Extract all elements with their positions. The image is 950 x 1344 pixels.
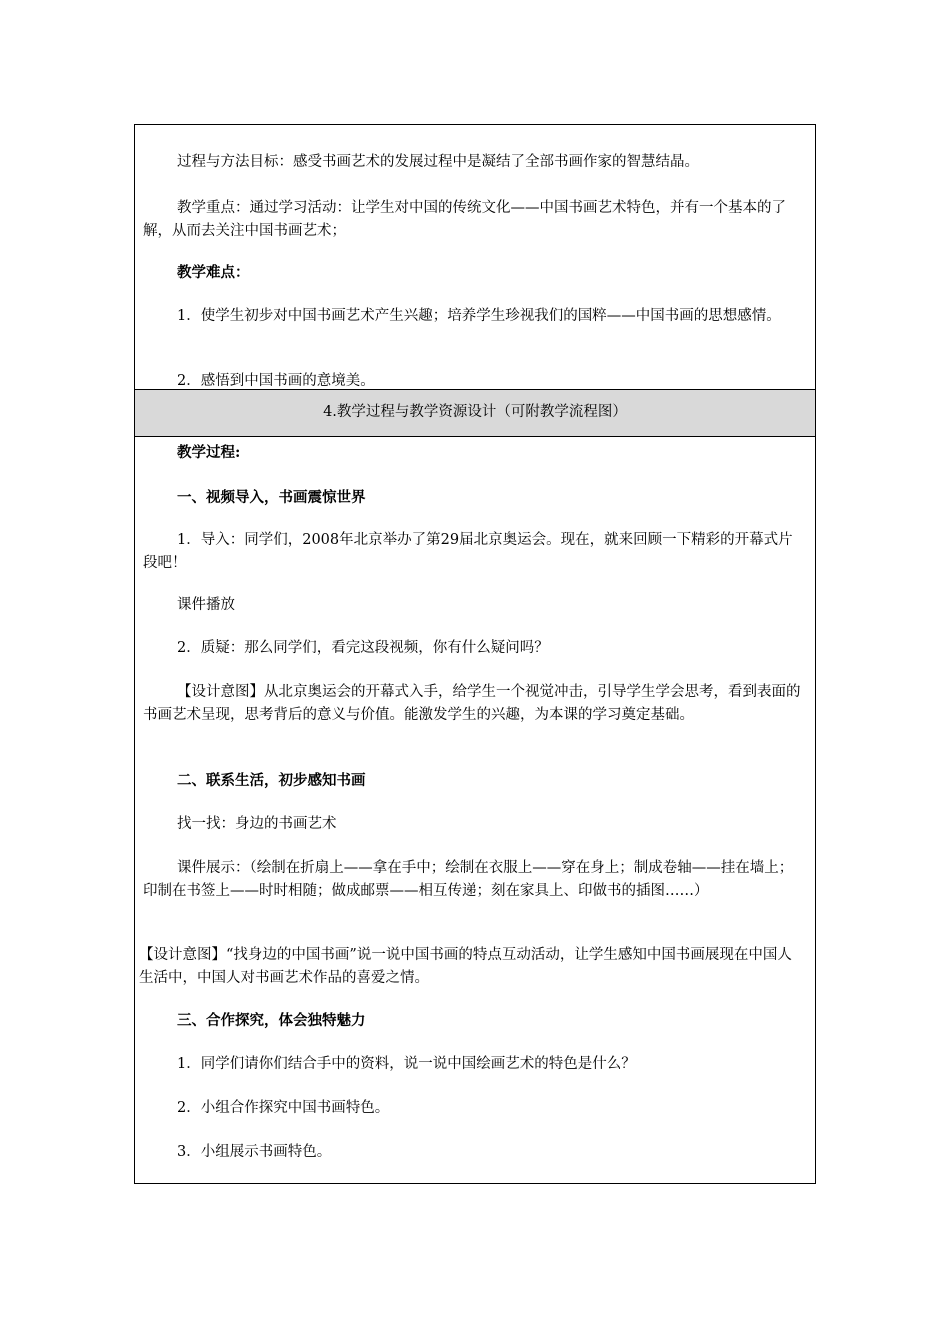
part3-item-1: 1．同学们请你们结合手中的资料，说一说中国绘画艺术的特色是什么？ <box>177 1056 636 1072</box>
part1-item-2: 2．质疑：那么同学们，看完这段视频，你有什么疑问吗？ <box>177 640 549 656</box>
lesson-plan-table <box>134 124 816 1184</box>
difficulty-item-1: 1．使学生初步对中国书画艺术产生兴趣；培养学生珍视我们的国粹——中国书画的思想感情。 <box>177 308 781 324</box>
part1-design-intent: 【设计意图】从北京奥运会的开幕式入手，给学生一个视觉冲击，引导学生学会思考，看到表面的书画艺术呈现，思考背后的意义与价值。能激发学生的兴趣，为本课的学习奠定基础。 <box>143 684 801 723</box>
process-goal-text: 过程与方法目标：感受书画艺术的发展过程中是凝结了全部书画作家的智慧结晶。 <box>177 154 699 170</box>
part2-design-intent: 【设计意图】“找身边的中国书画”说一说中国书画的特点互动活动，让学生感知中国书画展现在中国人生活中，中国人对书画艺术作品的喜爱之情。 <box>139 947 792 986</box>
section-header-cell <box>135 389 815 437</box>
part3-title: 三、合作探究，体会独特魅力 <box>177 1012 366 1029</box>
part3-item-2: 2．小组合作探究中国书画特色。 <box>177 1100 390 1116</box>
part3-item-3: 3．小组展示书画特色。 <box>177 1144 332 1160</box>
part1-item-1: 1．导入：同学们，2008年北京举办了第29届北京奥运会。现在，就来回顾一下精彩的开幕式片段吧！ <box>143 532 793 571</box>
key-point-text: 教学重点：通过学习活动：让学生对中国的传统文化——中国书画艺术特色，并有一个基本的了解，从而去关注中国书画艺术； <box>143 200 786 239</box>
part2-title: 二、联系生活，初步感知书画 <box>177 772 366 789</box>
part1-title: 一、视频导入，书画震惊世界 <box>177 489 366 506</box>
difficulty-item-2: 2．感悟到中国书画的意境美。 <box>177 373 375 389</box>
process-heading: 教学过程: <box>177 444 241 461</box>
difficulty-heading: 教学难点： <box>177 264 250 281</box>
part2-show: 课件展示：（绘制在折扇上——拿在手中；绘制在衣服上——穿在身上；制成卷轴——挂在墙上；印制在书签上——时时相随；做成邮票——相互传递；刻在家具上、印做书的插图……） <box>143 860 794 899</box>
section-header-title: 4.教学过程与教学资源设计（可附教学流程图） <box>323 404 627 420</box>
part1-play: 课件播放 <box>177 597 235 613</box>
part2-find: 找一找：身边的书画艺术 <box>177 816 337 832</box>
process-cell <box>135 437 815 1183</box>
objectives-cell <box>135 125 815 389</box>
